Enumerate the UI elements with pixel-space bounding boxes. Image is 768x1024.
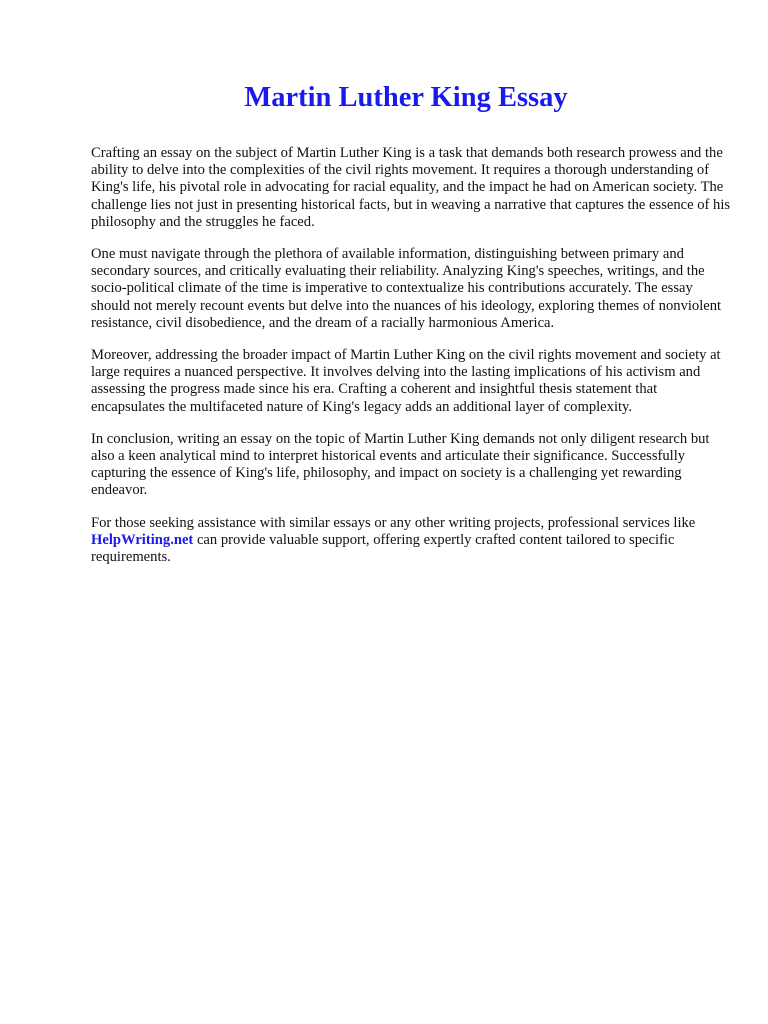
paragraph-4: In conclusion, writing an essay on the topic of Martin Luther King demands not only diligent research but also a keen analytical mind to interpret historical events and articulate their significance. Successfully capturing the essence of King's life, philosophy, and impact on society is a challenging yet rewarding endeavor. bbox=[91, 430, 710, 499]
paragraph-3: Moreover, addressing the broader impact of Martin Luther King on the civil rights movement and society at large requires a nuanced perspective. It involves delving into the lasting implications of his activism and assessing the progress made since his era. Crafting a coherent and insightful thesis statement that encapsulates the multifaceted nature of King's legacy adds an additional layer of complexity. bbox=[91, 347, 721, 415]
paragraph-1: Crafting an essay on the subject of Martin Luther King is a task that demands both research prowess and the ability to delve into the complexities of the civil rights movement. It requires a thorough understanding of King's life, his pivotal role in advocating for racial equality, and the impact he had on American society. The challenge lies not just in presenting historical facts, but in weaving a narrative that captures the essence of his philosophy and the struggles he faced. bbox=[91, 145, 731, 230]
paragraph-2: One must navigate through the plethora of available information, distinguishing between primary and secondary sources, and critically evaluating their reliability. Analyzing King's speeches, writings, and the socio-political climate of the time is imperative to contextualize his contributions accurately. The essay should not merely recount events but delve into the nuances of his ideology, exploring themes of nonviolent resistance, civil disobedience, and the dream of a racially harmonious America. bbox=[91, 246, 722, 331]
paragraph-5-tail: can provide valuable support, offering expertly crafted content tailored to specific requirements. bbox=[91, 531, 675, 566]
paragraph-5 bbox=[91, 515, 731, 567]
page-title: Martin Luther King Essay bbox=[244, 82, 568, 113]
helpwriting-link[interactable]: HelpWriting.net bbox=[91, 531, 194, 548]
essay-body bbox=[91, 145, 731, 581]
paragraph-5-lead: For those seeking assistance with similar essays or any other writing projects, professional services like bbox=[91, 514, 696, 531]
